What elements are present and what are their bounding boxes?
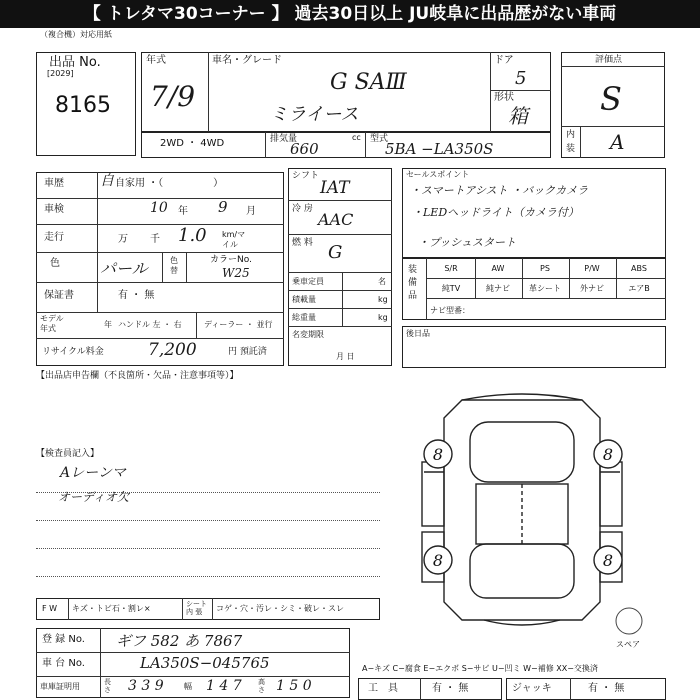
displacement-value: 660	[290, 140, 319, 158]
sales-point-line-3: ・プッシュスタート	[418, 236, 517, 249]
car-name-value: ミライース	[270, 104, 359, 125]
km-mile-label: km/マイル	[222, 230, 246, 249]
aircon-label: 冷 房	[292, 204, 313, 214]
capacity-unit: 名	[378, 277, 386, 286]
inspector-note-1: Aレーンマ	[60, 465, 126, 481]
year-label: 年式	[146, 55, 166, 66]
declaration-label: 【出品店申告欄（不良箇所・欠品・注意事項等）】	[36, 371, 239, 381]
chassis-value: LA350S−045765	[140, 654, 270, 672]
sales-point-line-1: ・スマートアシスト ・バックカメラ	[410, 184, 589, 197]
total-weight-label: 総重量	[292, 313, 316, 322]
shift-label: シフト	[292, 171, 320, 181]
color-label: 色	[50, 258, 60, 269]
inspection-year-value: 10	[150, 200, 168, 216]
multifunction-note: （複合機）対応用紙	[40, 30, 112, 39]
sales-point-line-2: ・LEDヘッドライト（カメラ付）	[412, 206, 579, 219]
mileage-label: 走行	[44, 232, 64, 243]
inspection-label: 車検	[44, 204, 64, 215]
model-value: 5BA −LA350S	[385, 140, 494, 158]
equipment-item: 外ナビ	[580, 284, 604, 293]
equipment-item: エアB	[628, 284, 650, 293]
legend-seat-label: シート 内 張	[186, 600, 207, 616]
car-name-label: 車名・グレード	[212, 55, 282, 66]
lot-box	[36, 52, 136, 156]
legend-fw-text: キズ・トビ石・割レ×	[72, 604, 151, 613]
cert-length-value: 3 3 9	[128, 678, 164, 694]
aircon-value: AAC	[318, 210, 354, 229]
inspection-month-unit: 月	[246, 206, 256, 217]
reg-no-label: 登 録 No.	[42, 634, 85, 645]
spare-tire-icon	[614, 606, 644, 636]
tools-options: 有 ・ 無	[432, 683, 469, 694]
color-no-value: W25	[222, 266, 250, 280]
door-label: ドア	[494, 55, 514, 66]
total-weight-unit: kg	[378, 313, 388, 322]
interior-value: A	[610, 130, 625, 154]
spare-label: スペア	[616, 640, 640, 649]
capacity-label: 乗車定員	[292, 277, 324, 286]
lot-small-code: [2029]	[47, 69, 74, 78]
car-diagram	[404, 392, 640, 628]
cert-length-label: 長 さ	[104, 678, 111, 694]
legend-seat-text: コゲ・穴・汚レ・シミ・破レ・スレ	[216, 604, 344, 613]
cert-label: 車庫証明用	[40, 682, 80, 691]
grade-value: G SAⅢ	[330, 70, 407, 95]
warranty-label: 保証書	[44, 290, 74, 301]
jack-label: ジャッキ	[512, 683, 552, 694]
diagram-mark-rear-left: 8	[432, 551, 444, 570]
color-value: パール	[100, 259, 148, 278]
displacement-label: 排気量	[270, 134, 298, 144]
equipment-item: AW	[491, 264, 505, 273]
inspector-label: 【検査員記入】	[36, 449, 100, 459]
tools-label: 工 具	[368, 683, 398, 694]
cert-height-label: 高 さ	[258, 678, 265, 694]
year-value: 7/9	[150, 80, 196, 113]
drive-label: 2WD ・ 4WD	[160, 138, 225, 149]
history-options: 自家用 ・（ ）	[115, 178, 224, 189]
fuel-value: G	[328, 242, 343, 263]
shape-value: 箱	[508, 104, 528, 128]
damage-code-legend: A−キズ C−腐食 E−エクボ S−サビ U−凹ミ W−補修 XX−交換済	[362, 664, 598, 673]
diagram-mark-front-left: 8	[432, 445, 444, 464]
recycle-label: リサイクル料金	[42, 347, 104, 357]
cert-width-value: 1 4 7	[206, 678, 242, 694]
inspector-note-2: オーディオ欠	[58, 490, 130, 504]
reg-no-value: ギフ 582 あ 7867	[116, 632, 243, 650]
recycle-value: 7,200	[148, 340, 197, 360]
inspection-year-unit: 年	[178, 206, 188, 217]
fuel-label: 燃 料	[292, 238, 313, 248]
first-reg-unit: 月 日	[336, 352, 355, 361]
first-reg-label: 名変期限	[292, 330, 324, 339]
equipment-item: 革シート	[529, 284, 561, 293]
handle-label: ハンドル 左 ・ 右	[118, 320, 182, 329]
mileage-value: 1.0	[178, 225, 207, 246]
cert-width-label: 幅	[184, 682, 192, 691]
diagram-mark-front-right: 8	[602, 445, 614, 464]
chassis-label: 車 台 No.	[42, 658, 85, 669]
load-label: 積載量	[292, 295, 316, 304]
equipment-item: ABS	[631, 264, 647, 273]
history-label: 車歴	[44, 178, 64, 189]
equipment-item: P/W	[584, 264, 600, 273]
recycle-unit: 円 預託済	[228, 347, 267, 357]
after-install-label: 後日品	[406, 329, 430, 338]
shape-label: 形状	[494, 92, 514, 103]
navi-model-label: ナビ型番：	[430, 306, 470, 315]
color-no-label: カラーNo.	[210, 255, 252, 265]
inspection-month-value: 9	[218, 198, 228, 216]
warranty-options: 有 ・ 無	[118, 290, 155, 301]
lot-number: 8165	[55, 93, 111, 118]
model-year-unit: 年	[104, 320, 112, 329]
after-install-box	[402, 326, 666, 368]
jack-options: 有 ・ 無	[588, 683, 625, 694]
equipment-label: 装 備 品	[408, 265, 418, 301]
mileage-sen: 千	[150, 234, 160, 245]
cert-height-value: 1 5 0	[276, 678, 312, 694]
equipment-item: 純ナビ	[486, 284, 510, 293]
sales-point-label: セールスポイント	[406, 170, 470, 179]
model-year-label: モデル 年式	[40, 314, 64, 333]
equipment-item: PS	[540, 264, 550, 273]
history-value: 自	[100, 173, 114, 189]
corner-banner: 【 トレタマ30コーナー 】 過去30日以上 JU岐阜に出品歴がない車両	[0, 0, 700, 28]
dealer-label: ディーラー ・ 並行	[204, 320, 273, 329]
shift-value: IAT	[320, 178, 350, 198]
equipment-item: S/R	[444, 264, 458, 273]
door-value: 5	[515, 68, 527, 89]
interior-label: 内 装	[566, 130, 576, 154]
mileage-man: 万	[118, 234, 128, 245]
equipment-item: 純TV	[441, 284, 461, 293]
load-unit: kg	[378, 295, 388, 304]
cc-label: cc	[352, 133, 361, 142]
rating-value: S	[600, 80, 622, 118]
lot-label: 出品 No.	[49, 55, 101, 70]
legend-fw-label: F W	[42, 604, 58, 613]
model-label: 型式	[370, 134, 389, 144]
color-change-label: 色 替	[170, 256, 178, 275]
diagram-mark-rear-right: 8	[602, 551, 614, 570]
rating-label: 評価点	[595, 55, 623, 65]
